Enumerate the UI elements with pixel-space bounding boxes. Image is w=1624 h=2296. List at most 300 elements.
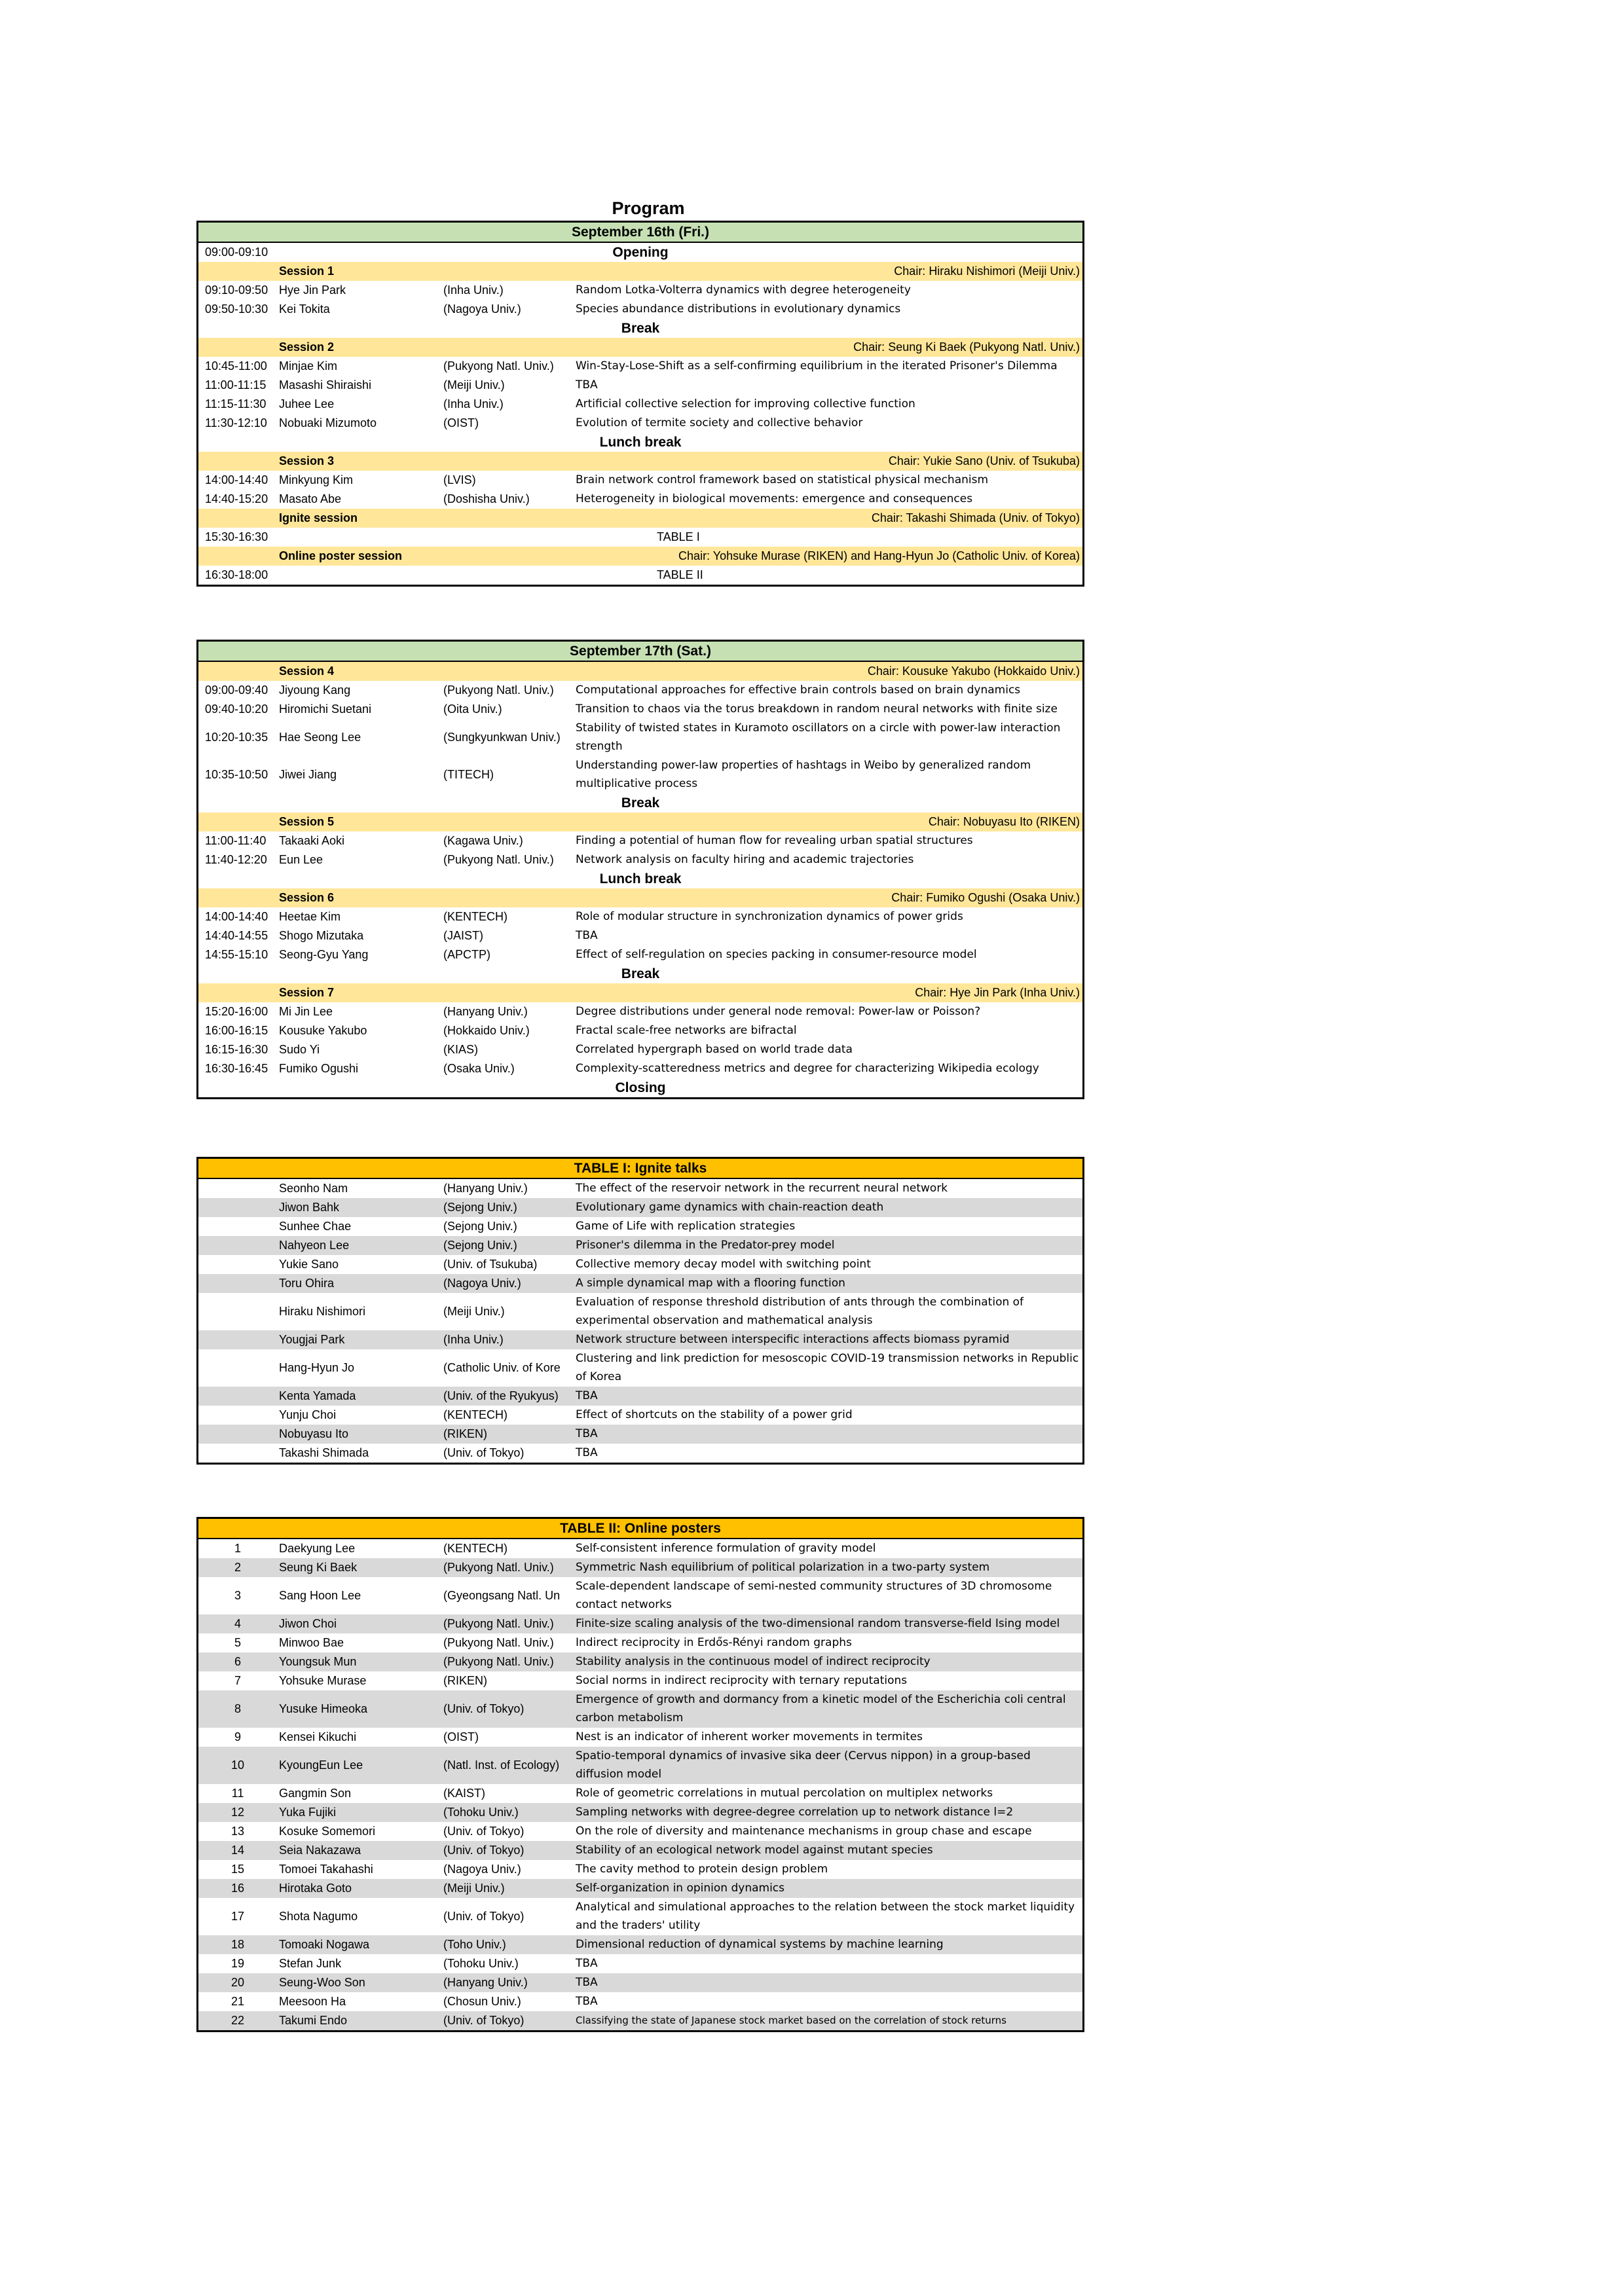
table-row (198, 1349, 1082, 1387)
talk-affiliation: (Pukyong Natl. Univ.) (443, 359, 554, 373)
talk-affiliation: (LVIS) (443, 473, 476, 486)
table-row (198, 1992, 1082, 2011)
presenter-affiliation: (Univ. of Tokyo) (443, 1446, 525, 1459)
talk-time: 09:40-10:20 (205, 702, 268, 716)
presenter-name: Takashi Shimada (279, 1446, 369, 1459)
presenter-name: Minwoo Bae (279, 1636, 344, 1649)
presenter-affiliation: (Hanyang Univ.) (443, 1182, 528, 1195)
presenter-name: Jiwon Choi (279, 1617, 337, 1630)
closing-row: Closing (615, 1080, 666, 1095)
table-row (198, 1274, 1082, 1293)
presenter-name: Seonho Nam (279, 1182, 348, 1195)
talk-time: 16:00-16:15 (205, 1024, 268, 1037)
talk-title: Finding a potential of human flow for revealing urban spatial structures (576, 834, 973, 847)
presenter-name: Yougjai Park (279, 1333, 345, 1346)
presenter-affiliation: (Sejong Univ.) (443, 1239, 517, 1252)
poster-title: Self-organization in opinion dynamics (576, 1882, 785, 1895)
poster-number: 16 (231, 1882, 245, 1895)
presenter-name: Jiwon Bahk (279, 1201, 340, 1214)
talk-row (198, 281, 1082, 300)
talk-affiliation: (Inha Univ.) (443, 397, 504, 410)
presenter-name: Hang-Hyun Jo (279, 1361, 355, 1374)
poster-number: 12 (231, 1806, 245, 1819)
presenter-affiliation: (KENTECH) (443, 1542, 507, 1555)
talk-affiliation: (OIST) (443, 416, 479, 429)
lunch-row: Lunch break (599, 871, 682, 886)
poster-title: Analytical and simulational approaches to the relation between the stock market liquidity and the traders' utility (576, 1901, 1075, 1932)
table-row (198, 1747, 1082, 1784)
poster-title: Stability analysis in the continuous model of indirect reciprocity (576, 1655, 931, 1668)
presentation-title: Clustering and link prediction for mesoscopic COVID-19 transmission networks in Republic of Korea (576, 1352, 1079, 1383)
session-header (198, 452, 1082, 471)
talk-time: 16:15-16:30 (205, 1043, 268, 1056)
poster-number: 19 (231, 1957, 245, 1970)
session-chair: Chair: Yohsuke Murase (RIKEN) and Hang-Hyun Jo (Catholic Univ. of Korea) (678, 549, 1080, 562)
table-row (198, 1577, 1082, 1614)
talk-row (198, 1002, 1082, 1021)
talk-row (198, 1059, 1082, 1078)
talk-row (198, 357, 1082, 376)
table-row (198, 1690, 1082, 1728)
talk-affiliation: (KIAS) (443, 1043, 479, 1056)
presenter-affiliation: (Univ. of Tsukuba) (443, 1258, 538, 1271)
poster-title: Self-consistent inference formulation of gravity model (576, 1542, 876, 1555)
presentation-title: Game of Life with replication strategies (576, 1220, 796, 1233)
presenter-name: Nobuyasu Ito (279, 1427, 349, 1440)
presenter-affiliation: (Gyeongsang Natl. Un (443, 1589, 561, 1602)
presenter-affiliation: (Pukyong Natl. Univ.) (443, 1636, 554, 1649)
poster-number: 9 (234, 1730, 241, 1743)
talk-speaker: Minjae Kim (279, 359, 338, 373)
talk-affiliation: (Pukyong Natl. Univ.) (443, 853, 554, 866)
ignite-table-header: TABLE I: Ignite talks (198, 1159, 1082, 1179)
table-row (198, 1898, 1082, 1935)
talk-title: TBA (576, 929, 598, 942)
presenter-affiliation: (KAIST) (443, 1787, 486, 1800)
presenter-affiliation: (Natl. Inst. of Ecology) (443, 1758, 560, 1772)
talk-affiliation: (JAIST) (443, 929, 483, 942)
table-row (198, 1671, 1082, 1690)
presentation-title: Network structure between interspecific interactions affects biomass pyramid (576, 1333, 1010, 1346)
ignite-session-header (198, 509, 1082, 528)
talk-affiliation: (TITECH) (443, 768, 494, 781)
poster-number: 17 (231, 1910, 245, 1923)
table-row (198, 1444, 1082, 1463)
talk-speaker: Heetae Kim (279, 910, 341, 923)
talk-speaker: Jiyoung Kang (279, 683, 351, 697)
table-row (198, 1803, 1082, 1822)
talk-speaker: Sudo Yi (279, 1043, 320, 1056)
opening-time: 09:00-09:10 (205, 246, 268, 259)
talk-speaker: Masashi Shiraishi (279, 378, 372, 392)
talk-title: Stability of twisted states in Kuramoto oscillators on a circle with power-law interaction strength (576, 721, 1061, 753)
presenter-name: Sang Hoon Lee (279, 1589, 361, 1602)
presenter-affiliation: (Catholic Univ. of Kore (443, 1361, 561, 1374)
session-chair: Chair: Nobuyasu Ito (RIKEN) (928, 815, 1080, 828)
table-row (198, 1558, 1082, 1577)
talk-row (198, 945, 1082, 964)
poster-title: TBA (576, 1976, 598, 1989)
presenter-name: Tomoei Takahashi (279, 1863, 373, 1876)
table-row (198, 1822, 1082, 1841)
presenter-affiliation: (RIKEN) (443, 1674, 487, 1687)
presenter-name: Toru Ohira (279, 1277, 335, 1290)
talk-time: 10:20-10:35 (205, 731, 268, 744)
presenter-name: Kosuke Somemori (279, 1825, 376, 1838)
poster-number: 22 (231, 2014, 245, 2027)
break-row: Break (621, 966, 660, 981)
poster-title: Sampling networks with degree-degree correlation up to network distance l=2 (576, 1806, 1014, 1819)
talk-affiliation: (KENTECH) (443, 910, 507, 923)
presentation-title: Evaluation of response threshold distribution of ants through the combination of experimental observation and mathematical analysis (576, 1296, 1024, 1327)
talk-affiliation: (Nagoya Univ.) (443, 302, 521, 316)
talk-time: 11:30-12:10 (205, 416, 267, 429)
talk-title: Effect of self-regulation on species packing in consumer-resource model (576, 948, 977, 961)
table-ref: TABLE I (657, 530, 700, 543)
presenter-affiliation: (Univ. of Tokyo) (443, 2014, 525, 2027)
talk-title: TBA (576, 378, 598, 392)
presenter-affiliation: (Hanyang Univ.) (443, 1976, 528, 1989)
talk-time: 15:20-16:00 (205, 1005, 268, 1018)
session-chair: Chair: Fumiko Ogushi (Osaka Univ.) (891, 891, 1080, 904)
talk-row (198, 300, 1082, 319)
break-row: Break (621, 795, 660, 811)
session-name: Ignite session (279, 511, 358, 524)
poster-title: Spatio-temporal dynamics of invasive sika deer (Cervus nippon) in a group-based diffusion model (576, 1749, 1031, 1781)
session-header (198, 262, 1082, 281)
presenter-affiliation: (Inha Univ.) (443, 1333, 504, 1346)
page-title: Program (612, 198, 685, 218)
presenter-affiliation: (Univ. of the Ryukyus) (443, 1389, 559, 1402)
talk-speaker: Kousuke Yakubo (279, 1024, 367, 1037)
opening-label: Opening (612, 245, 669, 260)
talk-title: Degree distributions under general node removal: Power-law or Poisson? (576, 1005, 981, 1018)
talk-title: Brain network control framework based on statistical physical mechanism (576, 473, 989, 486)
presentation-title: TBA (576, 1389, 598, 1402)
presenter-affiliation: (Toho Univ.) (443, 1938, 506, 1951)
presenter-name: Yukie Sano (279, 1258, 339, 1271)
talk-title: Random Lotka-Volterra dynamics with degree heterogeneity (576, 283, 911, 297)
talk-row (198, 395, 1082, 414)
presenter-name: Sunhee Chae (279, 1220, 352, 1233)
opening-row (198, 243, 1082, 262)
talk-speaker: Hae Seong Lee (279, 731, 361, 744)
table-row (198, 1217, 1082, 1236)
poster-number: 6 (234, 1655, 241, 1668)
session-chair: Chair: Takashi Shimada (Univ. of Tokyo) (871, 511, 1080, 524)
online-posters-table (196, 1517, 1084, 2032)
session-chair: Chair: Seung Ki Baek (Pukyong Natl. Univ.) (853, 340, 1080, 354)
presentation-title: Collective memory decay model with switching point (576, 1258, 871, 1271)
talk-speaker: Fumiko Ogushi (279, 1062, 359, 1075)
presenter-name: Yunju Choi (279, 1408, 337, 1421)
table-row (198, 1935, 1082, 1954)
presenter-name: Kensei Kikuchi (279, 1730, 357, 1743)
presenter-affiliation: (KENTECH) (443, 1408, 507, 1421)
ignite-talks-table (196, 1157, 1084, 1465)
presenter-affiliation: (Nagoya Univ.) (443, 1277, 521, 1290)
presenter-name: Nahyeon Lee (279, 1239, 350, 1252)
table-row (198, 2011, 1082, 2030)
talk-title: Transition to chaos via the torus breakdown in random neural networks with finite size (576, 702, 1058, 716)
talk-speaker: Masato Abe (279, 492, 342, 505)
presenter-affiliation: (Meiji Univ.) (443, 1882, 505, 1895)
table-row (198, 1198, 1082, 1217)
talk-speaker: Hiromichi Suetani (279, 702, 372, 716)
presenter-affiliation: (Tohoku Univ.) (443, 1806, 519, 1819)
table-row (198, 1728, 1082, 1747)
talk-affiliation: (Hokkaido Univ.) (443, 1024, 530, 1037)
talk-time: 14:40-15:20 (205, 492, 268, 505)
session-name: Session 3 (279, 454, 335, 467)
talk-time: 11:00-11:15 (205, 378, 267, 392)
session-header (198, 888, 1082, 907)
table-row (198, 1330, 1082, 1349)
poster-number: 1 (234, 1542, 241, 1555)
poster-title: Stability of an ecological network model against mutant species (576, 1844, 933, 1857)
talk-time: 11:40-12:20 (205, 853, 267, 866)
session-name: Session 7 (279, 986, 335, 999)
talk-affiliation: (Sungkyunkwan Univ.) (443, 731, 561, 744)
session-name: Session 1 (279, 264, 335, 278)
day1-header: September 16th (Fri.) (198, 223, 1082, 243)
presenter-affiliation: (Sejong Univ.) (443, 1201, 517, 1214)
session-header (198, 812, 1082, 831)
presenter-name: Yusuke Himeoka (279, 1702, 368, 1715)
talk-affiliation: (Pukyong Natl. Univ.) (443, 683, 554, 697)
talk-time: 14:40-14:55 (205, 929, 268, 942)
talk-time: 14:00-14:40 (205, 473, 268, 486)
talk-affiliation: (APCTP) (443, 948, 490, 961)
poster-title: Symmetric Nash equilibrium of political polarization in a two-party system (576, 1561, 990, 1574)
poster-title: Nest is an indicator of inherent worker movements in termites (576, 1730, 923, 1743)
talk-speaker: Takaaki Aoki (279, 834, 345, 847)
session-chair: Chair: Hye Jin Park (Inha Univ.) (915, 986, 1080, 999)
talk-row (198, 681, 1082, 700)
presentation-title: TBA (576, 1446, 598, 1459)
talk-affiliation: (Meiji Univ.) (443, 378, 505, 392)
talk-row (198, 376, 1082, 395)
session-name: Session 6 (279, 891, 335, 904)
talk-speaker: Juhee Lee (279, 397, 335, 410)
table-row (198, 1633, 1082, 1652)
presenter-name: Gangmin Son (279, 1787, 352, 1800)
presenter-affiliation: (Chosun Univ.) (443, 1995, 521, 2008)
session-name: Session 2 (279, 340, 335, 354)
talk-time: 11:00-11:40 (205, 834, 267, 847)
poster-title: Classifying the state of Japanese stock market based on the correlation of stock returns (576, 2014, 1006, 2026)
presenter-name: Meesoon Ha (279, 1995, 346, 2008)
poster-number: 3 (234, 1589, 241, 1602)
poster-title: TBA (576, 1995, 598, 2008)
presenter-name: Seia Nakazawa (279, 1844, 361, 1857)
presenter-affiliation: (Univ. of Tokyo) (443, 1825, 525, 1838)
presenter-name: Yuka Fujiki (279, 1806, 337, 1819)
poster-title: Dimensional reduction of dynamical systems by machine learning (576, 1938, 944, 1951)
poster-number: 20 (231, 1976, 245, 1989)
talk-speaker: Mi Jin Lee (279, 1005, 333, 1018)
talk-row (198, 1040, 1082, 1059)
session-header (198, 662, 1082, 681)
presentation-title: Evolutionary game dynamics with chain-reaction death (576, 1201, 884, 1214)
presenter-name: Daekyung Lee (279, 1542, 356, 1555)
talk-affiliation: (Doshisha Univ.) (443, 492, 530, 505)
presentation-title: A simple dynamical map with a flooring function (576, 1277, 845, 1290)
talk-speaker: Jiwei Jiang (279, 768, 337, 781)
presentation-title: The effect of the reservoir network in the recurrent neural network (576, 1182, 948, 1195)
break-row: Break (621, 321, 660, 336)
poster-title: Emergence of growth and dormancy from a kinetic model of the Escherichia coli central carbon metabolism (576, 1693, 1066, 1724)
ignite-time: 15:30-16:30 (205, 530, 268, 543)
poster-row (198, 566, 1082, 585)
talk-row (198, 719, 1082, 756)
presenter-name: Takumi Endo (279, 2014, 348, 2027)
poster-number: 8 (234, 1702, 241, 1715)
table-row (198, 1539, 1082, 1558)
talk-title: Correlated hypergraph based on world trade data (576, 1043, 853, 1056)
poster-time: 16:30-18:00 (205, 568, 268, 581)
talk-affiliation: (Hanyang Univ.) (443, 1005, 528, 1018)
presenter-name: Tomoaki Nogawa (279, 1938, 370, 1951)
talk-time: 09:00-09:40 (205, 683, 268, 697)
session-chair: Chair: Yukie Sano (Univ. of Tsukuba) (888, 454, 1080, 467)
poster-number: 18 (231, 1938, 245, 1951)
talk-speaker: Minkyung Kim (279, 473, 354, 486)
presenter-affiliation: (Pukyong Natl. Univ.) (443, 1561, 554, 1574)
day2-header: September 17th (Sat.) (198, 642, 1082, 662)
talk-time: 14:55-15:10 (205, 948, 268, 961)
poster-number: 7 (234, 1674, 241, 1687)
talk-speaker: Eun Lee (279, 853, 323, 866)
poster-number: 14 (231, 1844, 245, 1857)
talk-title: Heterogeneity in biological movements: emergence and consequences (576, 492, 973, 505)
presenter-affiliation: (Univ. of Tokyo) (443, 1910, 525, 1923)
session-name: Session 4 (279, 665, 335, 678)
talk-row (198, 907, 1082, 926)
presenter-affiliation: (Pukyong Natl. Univ.) (443, 1655, 554, 1668)
talk-speaker: Seong-Gyu Yang (279, 948, 369, 961)
talk-affiliation: (Inha Univ.) (443, 283, 504, 297)
talk-time: 14:00-14:40 (205, 910, 268, 923)
ignite-row (198, 528, 1082, 547)
poster-title: Scale-dependent landscape of semi-nested community structures of 3D chromosome contact networks (576, 1580, 1052, 1611)
poster-title: Indirect reciprocity in Erdős-Rényi random graphs (576, 1636, 852, 1649)
session-name: Online poster session (279, 549, 403, 562)
presenter-affiliation: (Meiji Univ.) (443, 1305, 505, 1318)
presentation-title: Prisoner's dilemma in the Predator-prey model (576, 1239, 835, 1252)
session-chair: Chair: Kousuke Yakubo (Hokkaido Univ.) (867, 665, 1080, 678)
presenter-name: Youngsuk Mun (279, 1655, 357, 1668)
table-row (198, 1406, 1082, 1425)
table-row (198, 1236, 1082, 1255)
table-row (198, 1614, 1082, 1633)
talk-time: 11:15-11:30 (205, 397, 267, 410)
talk-speaker: Kei Tokita (279, 302, 330, 316)
poster-title: The cavity method to protein design problem (576, 1863, 828, 1876)
talk-title: Understanding power-law properties of hashtags in Weibo by generalized random multiplicative process (576, 759, 1031, 790)
talk-row (198, 926, 1082, 945)
presenter-name: Hiraku Nishimori (279, 1305, 366, 1318)
poster-number: 5 (234, 1636, 241, 1649)
table-row (198, 1879, 1082, 1898)
table-row (198, 1860, 1082, 1879)
talk-row (198, 490, 1082, 509)
poster-number: 2 (234, 1561, 241, 1574)
talk-title: Computational approaches for effective brain controls based on brain dynamics (576, 683, 1021, 697)
poster-title: Social norms in indirect reciprocity with ternary reputations (576, 1674, 908, 1687)
table-row (198, 1255, 1082, 1274)
presenter-affiliation: (Pukyong Natl. Univ.) (443, 1617, 554, 1630)
poster-number: 4 (234, 1617, 241, 1630)
table-row (198, 1179, 1082, 1198)
day1-table (196, 221, 1084, 587)
talk-time: 16:30-16:45 (205, 1062, 268, 1075)
table-row (198, 1652, 1082, 1671)
table-row (198, 1293, 1082, 1330)
talk-time: 09:10-09:50 (205, 283, 268, 297)
talk-speaker: Shogo Mizutaka (279, 929, 364, 942)
presenter-name: Shota Nagumo (279, 1910, 358, 1923)
talk-row (198, 471, 1082, 490)
talk-title: Artificial collective selection for improving collective function (576, 397, 915, 410)
talk-affiliation: (Kagawa Univ.) (443, 834, 523, 847)
talk-title: Species abundance distributions in evolutionary dynamics (576, 302, 901, 316)
presenter-affiliation: (Univ. of Tokyo) (443, 1702, 525, 1715)
talk-title: Win-Stay-Lose-Shift as a self-confirming equilibrium in the iterated Prisoner's Dilemma (576, 359, 1058, 373)
presenter-name: Hirotaka Goto (279, 1882, 352, 1895)
session-header (198, 338, 1082, 357)
talk-title: Evolution of termite society and collective behavior (576, 416, 863, 429)
presenter-name: KyoungEun Lee (279, 1758, 363, 1772)
presenter-affiliation: (Univ. of Tokyo) (443, 1844, 525, 1857)
table-row (198, 1841, 1082, 1860)
presenter-name: Kenta Yamada (279, 1389, 356, 1402)
talk-row (198, 700, 1082, 719)
talk-time: 09:50-10:30 (205, 302, 268, 316)
presentation-title: Effect of shortcuts on the stability of a power grid (576, 1408, 853, 1421)
session-name: Session 5 (279, 815, 335, 828)
talk-row (198, 850, 1082, 869)
lunch-row: Lunch break (599, 435, 682, 450)
talk-speaker: Nobuaki Mizumoto (279, 416, 377, 429)
session-header (198, 983, 1082, 1002)
talk-affiliation: (Oita Univ.) (443, 702, 502, 716)
table-row (198, 1387, 1082, 1406)
table-row (198, 1954, 1082, 1973)
poster-title: TBA (576, 1957, 598, 1970)
table-row (198, 1784, 1082, 1803)
talk-title: Role of modular structure in synchronization dynamics of power grids (576, 910, 963, 923)
poster-title: On the role of diversity and maintenance mechanisms in group chase and escape (576, 1825, 1032, 1838)
poster-table-header: TABLE II: Online posters (198, 1519, 1082, 1539)
session-chair: Chair: Hiraku Nishimori (Meiji Univ.) (894, 264, 1080, 278)
talk-title: Complexity-scatteredness metrics and degree for characterizing Wikipedia ecology (576, 1062, 1039, 1075)
presenter-name: Stefan Junk (279, 1957, 342, 1970)
talk-row (198, 1021, 1082, 1040)
presenter-affiliation: (Nagoya Univ.) (443, 1863, 521, 1876)
talk-time: 10:45-11:00 (205, 359, 267, 373)
poster-number: 11 (231, 1787, 244, 1800)
poster-title: Role of geometric correlations in mutual percolation on multiplex networks (576, 1787, 993, 1800)
presenter-affiliation: (RIKEN) (443, 1427, 487, 1440)
talk-row (198, 414, 1082, 433)
talk-affiliation: (Osaka Univ.) (443, 1062, 515, 1075)
poster-number: 10 (231, 1758, 245, 1772)
presenter-affiliation: (Sejong Univ.) (443, 1220, 517, 1233)
poster-session-header (198, 547, 1082, 566)
presenter-affiliation: (OIST) (443, 1730, 479, 1743)
poster-number: 21 (231, 1995, 245, 2008)
